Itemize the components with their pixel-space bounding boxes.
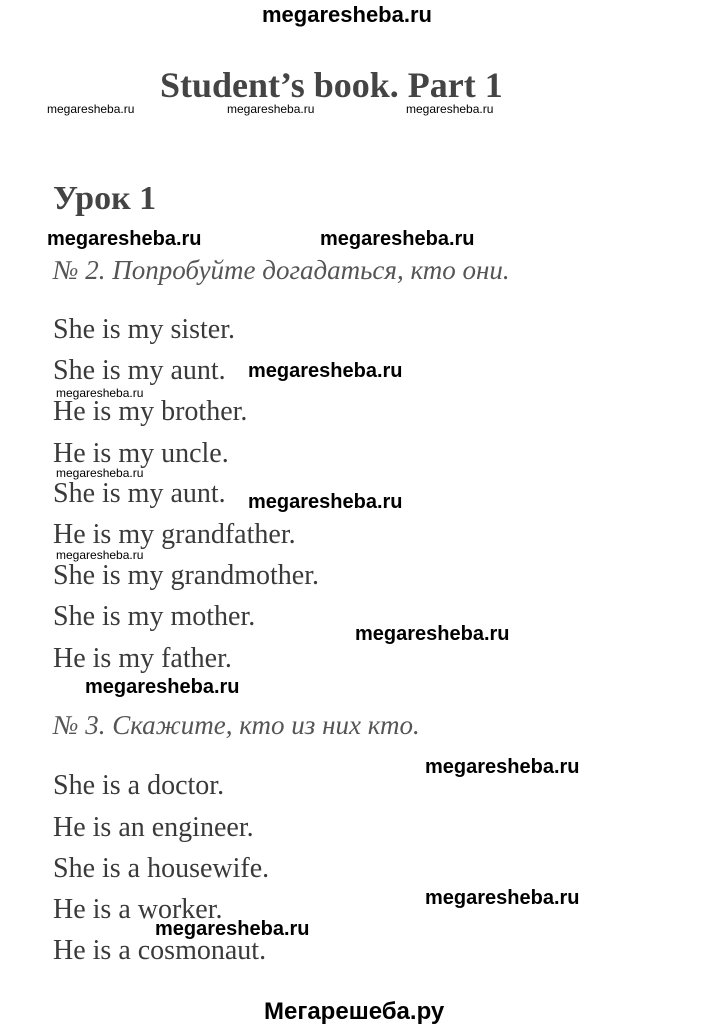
exercise-line: She is my aunt. [53, 355, 226, 386]
exercise-2-heading: № 2. Попробуйте догадаться, кто они. [53, 255, 510, 285]
watermark-small: megaresheba.ru [227, 102, 315, 116]
watermark: megaresheba.ru [320, 228, 475, 250]
watermark: megaresheba.ru [425, 756, 580, 778]
watermark-small: megaresheba.ru [56, 386, 144, 400]
exercise-line: He is my father. [53, 643, 232, 674]
exercise-line: She is a doctor. [53, 770, 225, 801]
exercise-line: He is my brother. [53, 396, 248, 427]
exercise-line: She is my sister. [53, 314, 236, 345]
exercise-3-heading: № 3. Скажите, кто из них кто. [53, 710, 420, 740]
watermark: megaresheba.ru [85, 676, 240, 698]
exercise-line: He is my grandfather. [53, 519, 296, 550]
watermark: megaresheba.ru [355, 623, 510, 645]
watermark: megaresheba.ru [425, 887, 580, 909]
exercise-line: He is an engineer. [53, 812, 254, 843]
watermark-top: megaresheba.ru [262, 2, 432, 27]
exercise-line: She is my aunt. [53, 478, 226, 509]
exercise-line: She is a housewife. [53, 853, 270, 884]
exercise-line: He is a worker. [53, 894, 223, 925]
watermark-small: megaresheba.ru [47, 102, 135, 116]
watermark: megaresheba.ru [248, 491, 403, 513]
watermark-small: megaresheba.ru [406, 102, 494, 116]
watermark: megaresheba.ru [155, 918, 310, 940]
page-title: Student’s book. Part 1 [160, 65, 503, 105]
watermark-bottom: Мегарешеба.ру [264, 998, 445, 1025]
exercise-line: He is a cosmonaut. [53, 935, 267, 966]
exercise-line: She is my grandmother. [53, 560, 319, 591]
lesson-title: Урок 1 [53, 180, 157, 217]
watermark: megaresheba.ru [248, 360, 403, 382]
watermark: megaresheba.ru [47, 228, 202, 250]
exercise-line: He is my uncle. [53, 438, 229, 469]
exercise-line: She is my mother. [53, 601, 256, 632]
watermark-small: megaresheba.ru [56, 548, 144, 562]
watermark-small: megaresheba.ru [56, 466, 144, 480]
